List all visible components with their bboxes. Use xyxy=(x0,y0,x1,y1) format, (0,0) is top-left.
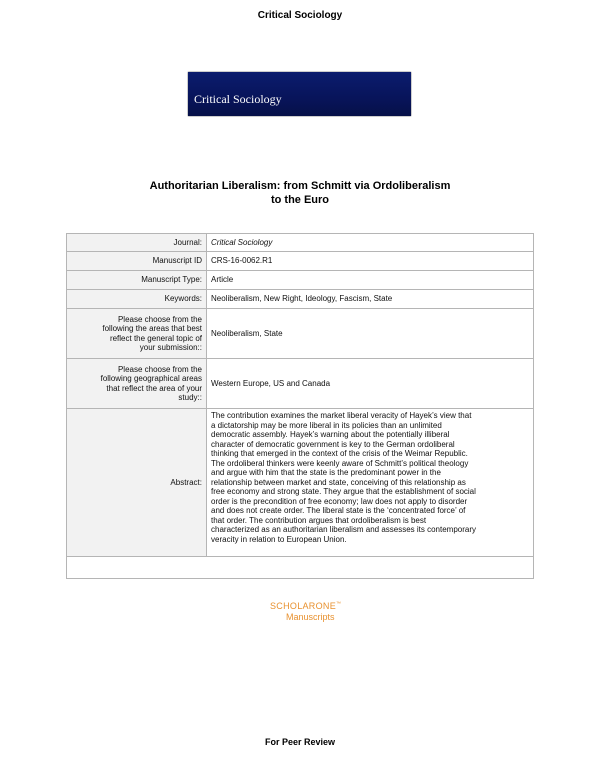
topic-label-line: reflect the general topic of xyxy=(109,333,202,343)
journal-header: Critical Sociology xyxy=(257,10,343,21)
abstract-label: Abstract: xyxy=(67,409,207,557)
topic-label-line: following the areas that best xyxy=(102,324,202,333)
abstract-line: The ordoliberal thinkers were keenly aware of Schmitt’s political theology xyxy=(211,458,469,468)
abstract-line: The contribution examines the market liberal veracity of Hayek’s view that xyxy=(211,411,472,420)
trademark-symbol: ™ xyxy=(336,601,342,607)
row-empty xyxy=(67,557,534,579)
topic-label-line: Please choose from the xyxy=(117,314,202,324)
row-topic-areas xyxy=(67,309,534,359)
scholarone-brand: SCHOLARONE xyxy=(270,601,337,611)
topic-areas-label xyxy=(67,309,207,359)
abstract-line: and argue with him that the state is the predominant power in the xyxy=(211,468,441,477)
scholarone-logo xyxy=(270,601,341,611)
abstract-line: that order. The contribution argues that ordoliberalism is best xyxy=(211,515,427,525)
row-geographical-areas xyxy=(67,359,534,409)
journal-banner xyxy=(188,72,411,116)
empty-cell xyxy=(67,557,534,579)
journal-value: Critical Sociology xyxy=(207,234,534,252)
banner-title: Critical Sociology xyxy=(194,92,282,106)
geo-areas-label xyxy=(67,359,207,409)
keywords-label: Keywords: xyxy=(67,290,207,309)
title-line-1: Authoritarian Liberalism: from Schmitt via Ordoliberalism xyxy=(149,180,451,192)
row-manuscript-id xyxy=(67,252,534,271)
geo-label-line: following geographical areas xyxy=(100,374,202,383)
abstract-line: a dictatorship may be more liberal in its policies than an unlimited xyxy=(211,420,442,430)
row-journal xyxy=(67,234,534,252)
abstract-line: veracity in relation to European Union. xyxy=(211,534,347,544)
row-manuscript-type xyxy=(67,271,534,290)
geo-label-line: study:: xyxy=(178,393,202,402)
manuscript-metadata-table xyxy=(66,233,534,579)
abstract-line: thinking that emerged in the context of the crisis of the Weimar Republic. xyxy=(211,449,468,458)
journal-label: Journal: xyxy=(67,234,207,252)
abstract-line: democratic assembly. Hayek’s warning about the potentially illiberal xyxy=(211,430,450,439)
geo-label-line: Please choose from the xyxy=(117,364,202,374)
abstract-value xyxy=(207,409,534,557)
abstract-line: free economy and strong state. They argue that the establishment of social xyxy=(211,487,476,496)
abstract-line: characterized as an authoritarian liberalism and assesses its contemporary xyxy=(211,525,477,534)
abstract-line: relationship between market and state, conceiving of this relationship as xyxy=(211,477,466,487)
abstract-line: order is the precondition of free economy; law does not apply to disorder xyxy=(211,496,468,506)
row-abstract xyxy=(67,409,534,557)
topic-areas-value: Neoliberalism, State xyxy=(207,309,534,359)
row-keywords xyxy=(67,290,534,309)
manuscript-id-value: CRS-16-0062.R1 xyxy=(207,252,534,271)
topic-label-line: your submission:: xyxy=(139,343,202,352)
manuscript-id-label: Manuscript ID xyxy=(67,252,207,271)
geo-areas-value: Western Europe, US and Canada xyxy=(207,359,534,409)
paper-title xyxy=(0,179,600,207)
geo-label-line: that reflect the area of your xyxy=(106,383,202,393)
manuscript-type-label: Manuscript Type: xyxy=(67,271,207,290)
title-line-2: to the Euro xyxy=(270,194,330,206)
abstract-line: character of democratic government is key to the German ordoliberal xyxy=(211,439,455,449)
keywords-value: Neoliberalism, New Right, Ideology, Fascism, State xyxy=(207,290,534,309)
page-footer: For Peer Review xyxy=(264,737,336,747)
scholarone-product: Manuscripts xyxy=(286,612,335,622)
abstract-line: and does not create order. The liberal state is the ‘concentrated force’ of xyxy=(211,506,466,515)
manuscript-type-value: Article xyxy=(207,271,534,290)
